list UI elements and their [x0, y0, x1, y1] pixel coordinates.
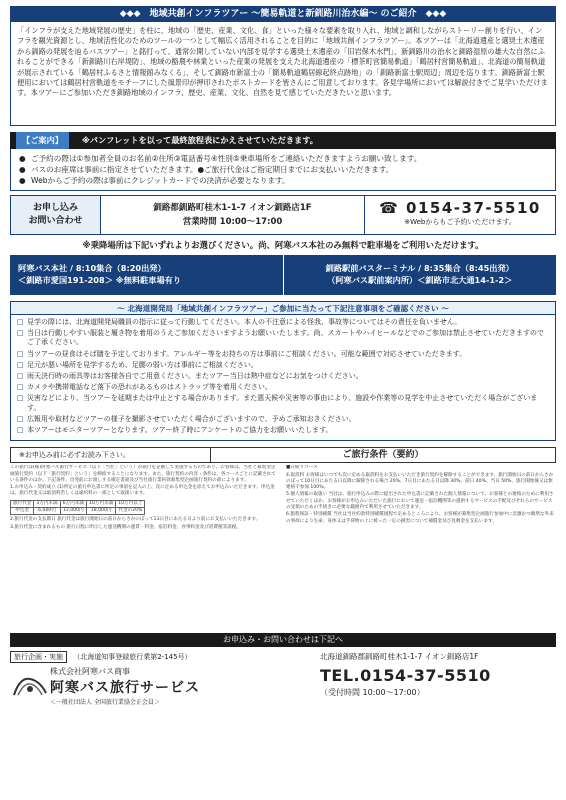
notice-item: □ 雨天決行時の雨具等はお客様各自でご用意ください。またツアー当日は熱中症などにお気をつけください。 — [17, 372, 363, 381]
notice-item: □ 本ツアーはモニターツアーとなります。ツアー終了時にアンケートのご協力をお願いいたします。 — [17, 426, 333, 435]
pickup-item: 阿寒バス本社 / 8:10集合（8:20出発） ＜釧路市愛国191-208＞ ※無料駐車場有り — [18, 263, 182, 285]
notice-item: □ 広報用や取材などツアーの様子を撮影させていただく場合がございますので、予めご承知おきください。 — [17, 414, 356, 423]
notice-item: □ 当日は行動しやすい服装と履き物を着用のうえご参加くださいますようお願いいたします。尚、スカートやハイヒールなどでのご参加は禁止させていただきますのでご了承ください。 — [17, 329, 545, 347]
license-number: （北海道知事登録旅行業第2-145号） — [73, 653, 192, 662]
footer — [10, 651, 556, 706]
list-item: ● ご予約の際は①参加者全員のお名前②住所③電話番号④性別⑤乗車場所をご連絡いただきますようお願い致します。 — [19, 154, 422, 163]
conditions-note: ※お申込み前に必ずお読み下さい。 — [11, 448, 211, 462]
footer-phone[interactable]: TEL.0154-37-5510 — [320, 666, 491, 686]
page-title: ◆◆◆ 地域共創インフラツアー 〜簡易軌道と新釧路川治水編〜 のご紹介 ◆◆◆ — [10, 6, 556, 22]
footer-hours: （受付時間 10:00〜17:00） — [320, 688, 425, 698]
list-item: ● Webからご予約の際は事前にクレジットカードでの決済が必要となります。 — [19, 176, 290, 185]
contact-phone[interactable]: ☎ 0154-37-5510 ※Webからもご予約いただけます。 — [379, 199, 541, 226]
brand-name: 阿寒バス旅行サービス — [50, 680, 200, 697]
footer-address: 北海道釧路郡釧路町桂木1-1-7 イオン釧路店1F — [320, 652, 479, 662]
deposit-table: 旅行代金 3万円未満 6万円未満 10万円未満 10万円以上 申込金 6,000円 12,000円 18,000円 代金の20% — [10, 500, 145, 516]
notice-item: □ カメラや携帯電話など落下の恐れがあるものはストラップ等を着用ください。 — [17, 383, 272, 392]
notice-item: □ 当ツアーの昼食はそば膳を予定しております。アレルギー等をお持ちの方は事前にご相談ください。可能な範囲で対応させていただきます。 — [17, 349, 467, 358]
pickup-item: 釧路駅前バスターミナル / 8:35集合（8:45出発） （阿寒バス駅前案内所）＜釧路市北大通14-1-2＞ — [283, 255, 557, 295]
notice-title: 〜 北海道開発局「地域共創インフラツアー」ご参加に当たって下記注意事項をご確認ください 〜 — [10, 301, 556, 315]
company-logo-icon — [10, 671, 50, 701]
contact-label: お申し込み お問い合わせ — [11, 196, 101, 234]
pickup-locations — [10, 255, 556, 295]
company-name: 株式会社阿寒バス商事 — [50, 667, 130, 677]
intro-text: 「インフラが支えた地域発展の歴史」を柱に、地域の「歴史、産業、文化、食」といった様々な要素を取り入れ、地域と調和しながらストーリー創りを行い、インフラを観光資源とし、地域活性化のためのツールの一つとして幅広く活用されることを目的に「地域共創インフラツアー」。本ツアーは「北海道遺産と選奨土木遺産から釧路の発展を辿るバスツアー」と銘打って、通常公開していない内部を見学する選奨土木遺産の「旧岩保木水門」、新釧路川の治水と釧路湿原の雄大な自然にふれることができる「新釧路川右岸堤防」、地域の酪農や林業といった産業の発展を支えた北海道遺産の「標茶町営簡易軌道」「鶴居村営簡易軌道」、北海道の簡易軌道が展示されている「鶴居村ふるさと情報館みなくる」、そして釧路市新富士の「簡易軌道鶴居線起終点跡地」の「釧路新富士駅周辺」周辺を巡ります。釧路新富士駅便用においては鶴居村営軌道をモチーフにした風景印が押印されたポストカードを皆さんにご用意しております。各見学場所においては解説付きでご見学いただけます。本ツアーにご参加いただき釧路地域のインフラ、歴史、産業、文化、自然を見て感じていただきたいと思います。 — [10, 22, 556, 126]
footer-bar: お申込み・お問い合わせは下記へ — [10, 633, 556, 647]
conditions-header — [10, 447, 556, 463]
conditions-body — [10, 465, 556, 627]
parking-note: ※乗降場所は下記いずれよりお選びください。尚、阿寒バス本社のみ無料で駐車場をご利用いただけます。 — [82, 240, 484, 250]
notice-list — [10, 315, 556, 441]
contact-address: 釧路都釧路町桂木1-1-7 イオン釧路店1F 営業時間 10:00〜17:00 — [101, 196, 365, 234]
guide-bar — [10, 132, 556, 149]
guide-heading: 【ご案内】 — [16, 132, 69, 149]
company-brand — [10, 666, 300, 706]
conditions-right: ■日帰りコース 4.取消料 お客様はいつでも次に定める取消料をお支払いいただき旅行契約を解除することができます。旅行開始日の前日からさかのぼって10日目にあたる日以降に解除される場合 20%、7日目にあたる日以降 30%、前日 40%、当日 50%、旅行開始後又は無連絡不参加 100%。 5.個人情報の取扱い 当社は、旅行申込みの際に提出された申込書に記載された個人情報について、お客様との連絡のために利用させていただくほか、お客様がお申込みいただいた旅行において運送・宿泊機関等の提供するサービスの手配及びそれらのサービスの受領のための手続きに必要な範囲内で利用させていただきます。 6.旅程保証・特別補償 当社は当社約款特別補償規程で定めるところにより、お客様が募集型企画旅行参加中に急激かつ偶然な外来の事故により生命、身体又は手荷物の上に被った一定の損害について補償金及び見舞金を支払います。 — [286, 465, 554, 524]
conditions-left: この旅行は(株)阿寒バス旅行サービス（以下「当社」という）が旅行を企画して実施するものであり、お客様は、当社と募集型企画旅行契約（以下「旅行契約」という）を締結することになります。また、旅行契約の内容・条件は、各コースごとに記載されている条件のほか、下記条件、出発前にお渡しする確定書面及び当社旅行業約款募集型企画旅行契約の部によります。 1.お申込み・契約成立 (1)所定の旅行申込書に所定の事項を記入の上、次に定める申込金を添えてお申込みいただきます。申込金は、旅行代金又は取消料若しくは違約料の一部として取扱います。 旅行代金 3万円未満 6万円未満 10万円未満 10万円以上 申込金 6,000円 12,000円 18,000円 代金の20% 2.旅行代金の支払期日 旅行代金は旅行開始日の前日からさかのぼって13日目にあたる日より前にお支払いいただきます。 3.旅行代金に含まれるもの 旅行日程に明示した運送機関の運賃・料金、宿泊料金、食事料金及び消費税等諸税。 — [10, 465, 276, 530]
list-item: ● バスのお座席は事前に指定させていただきます。●ご旅行代金はご指定期日までにお支払いいただきます。 — [19, 165, 394, 174]
guide-list — [10, 149, 556, 191]
notice-item: □ 足元が悪い場所を見学するため、足腰の弱い方は事前にご相談ください。 — [17, 360, 258, 369]
operator-label: 旅行企画・実施 — [10, 651, 67, 663]
notice-item: □ 見学の際には、北海道開発局職員の指示に従って行動してください。本人の不注意による怪我、事故等についてはその責任を負いません。 — [17, 318, 462, 326]
guide-note: ※パンフレットを以って最終旅程表にかえさせていただきます。 — [81, 135, 318, 145]
contact-box — [10, 195, 556, 235]
notice-item: □ 災害などにより、当ツアーを延期または中止とする場合があります。また悪天候や災害等の事由により、施設や作業等の見学を中止させていただく場合がございます。 — [17, 394, 538, 412]
association: ＜一般社団法人 全国旅行業協会正会員＞ — [50, 699, 160, 707]
conditions-title: ご旅行条件（要約） — [342, 450, 424, 461]
